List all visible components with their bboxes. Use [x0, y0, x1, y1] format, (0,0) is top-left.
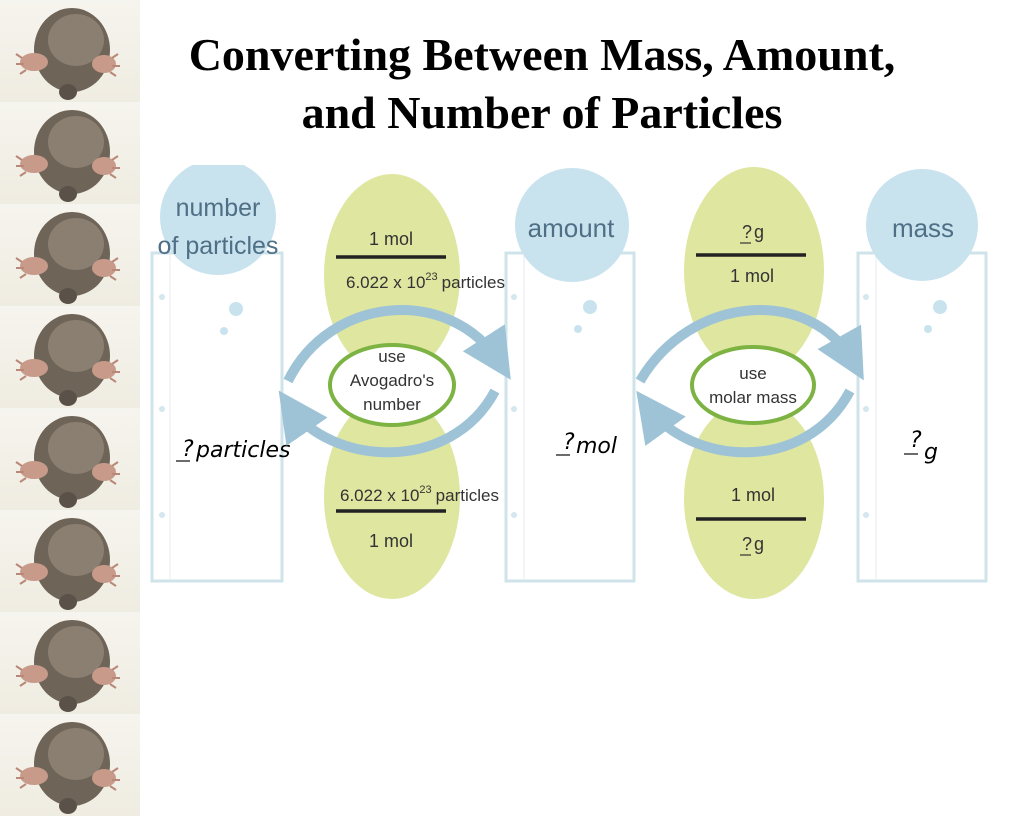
mole-photo-icon — [0, 306, 140, 408]
worksheet-card — [152, 253, 282, 581]
value-unit: g — [924, 440, 938, 465]
factor-denominator-exp: 23 — [425, 271, 438, 283]
factor-numerator-exp: 23 — [419, 484, 432, 496]
value-mark: ? — [563, 430, 575, 455]
quantity-label: mass — [891, 213, 955, 243]
mole-photo-icon — [0, 714, 140, 816]
conversion-avogadro — [288, 174, 505, 599]
factor-numerator-unit: g — [754, 222, 765, 242]
quantity-amount — [506, 168, 634, 581]
factor-denominator: 1 mol — [729, 266, 775, 286]
method-line-1: use — [378, 347, 406, 366]
factor-numerator-mark: ? — [742, 222, 753, 242]
value-unit: particles — [196, 438, 291, 463]
title-line-1: Converting Between Mass, Amount, — [188, 29, 896, 80]
factor-denominator-unit: particles — [441, 273, 505, 292]
quantity-label-2: of particles — [157, 232, 279, 260]
method-oval — [692, 347, 814, 423]
value-unit: mol — [576, 434, 618, 459]
method-line-2: molar mass — [709, 388, 797, 407]
mole-photo-icon — [0, 510, 140, 612]
conversion-molar-mass — [640, 167, 854, 599]
mole-photo-icon — [0, 408, 140, 510]
factor-denominator-mark: ? — [742, 534, 753, 554]
method-line-3: number — [363, 395, 421, 414]
factor-numerator-unit: particles — [435, 486, 499, 505]
mole-photo-icon — [0, 204, 140, 306]
factor-denominator-unit: g — [754, 534, 765, 554]
method-line-2: Avogadro's — [349, 371, 435, 390]
factor-denominator-base: 6.022 x 10 — [346, 273, 426, 292]
quantity-label: number — [175, 194, 261, 222]
factor-numerator: 1 mol — [368, 229, 414, 249]
value-mark: ? — [182, 437, 194, 462]
value-mark: ? — [910, 428, 922, 453]
worksheet-card — [858, 253, 986, 581]
worksheet-card — [506, 253, 634, 581]
title-line-2: and Number of Particles — [301, 87, 783, 138]
slide-title — [150, 26, 934, 142]
factor-denominator: 1 mol — [368, 531, 414, 551]
method-line-1: use — [739, 364, 767, 383]
mole-photo-icon — [0, 102, 140, 204]
factor-numerator-base: 6.022 x 10 — [340, 486, 420, 505]
mole-photo-icon — [0, 0, 140, 102]
factor-numerator: 1 mol — [730, 485, 776, 505]
mole-photo-strip — [0, 0, 140, 768]
conversion-diagram — [150, 165, 990, 605]
quantity-label: amount — [527, 213, 615, 243]
mole-photo-icon — [0, 612, 140, 714]
quantity-mass — [858, 169, 986, 581]
quantity-particles — [152, 165, 290, 581]
